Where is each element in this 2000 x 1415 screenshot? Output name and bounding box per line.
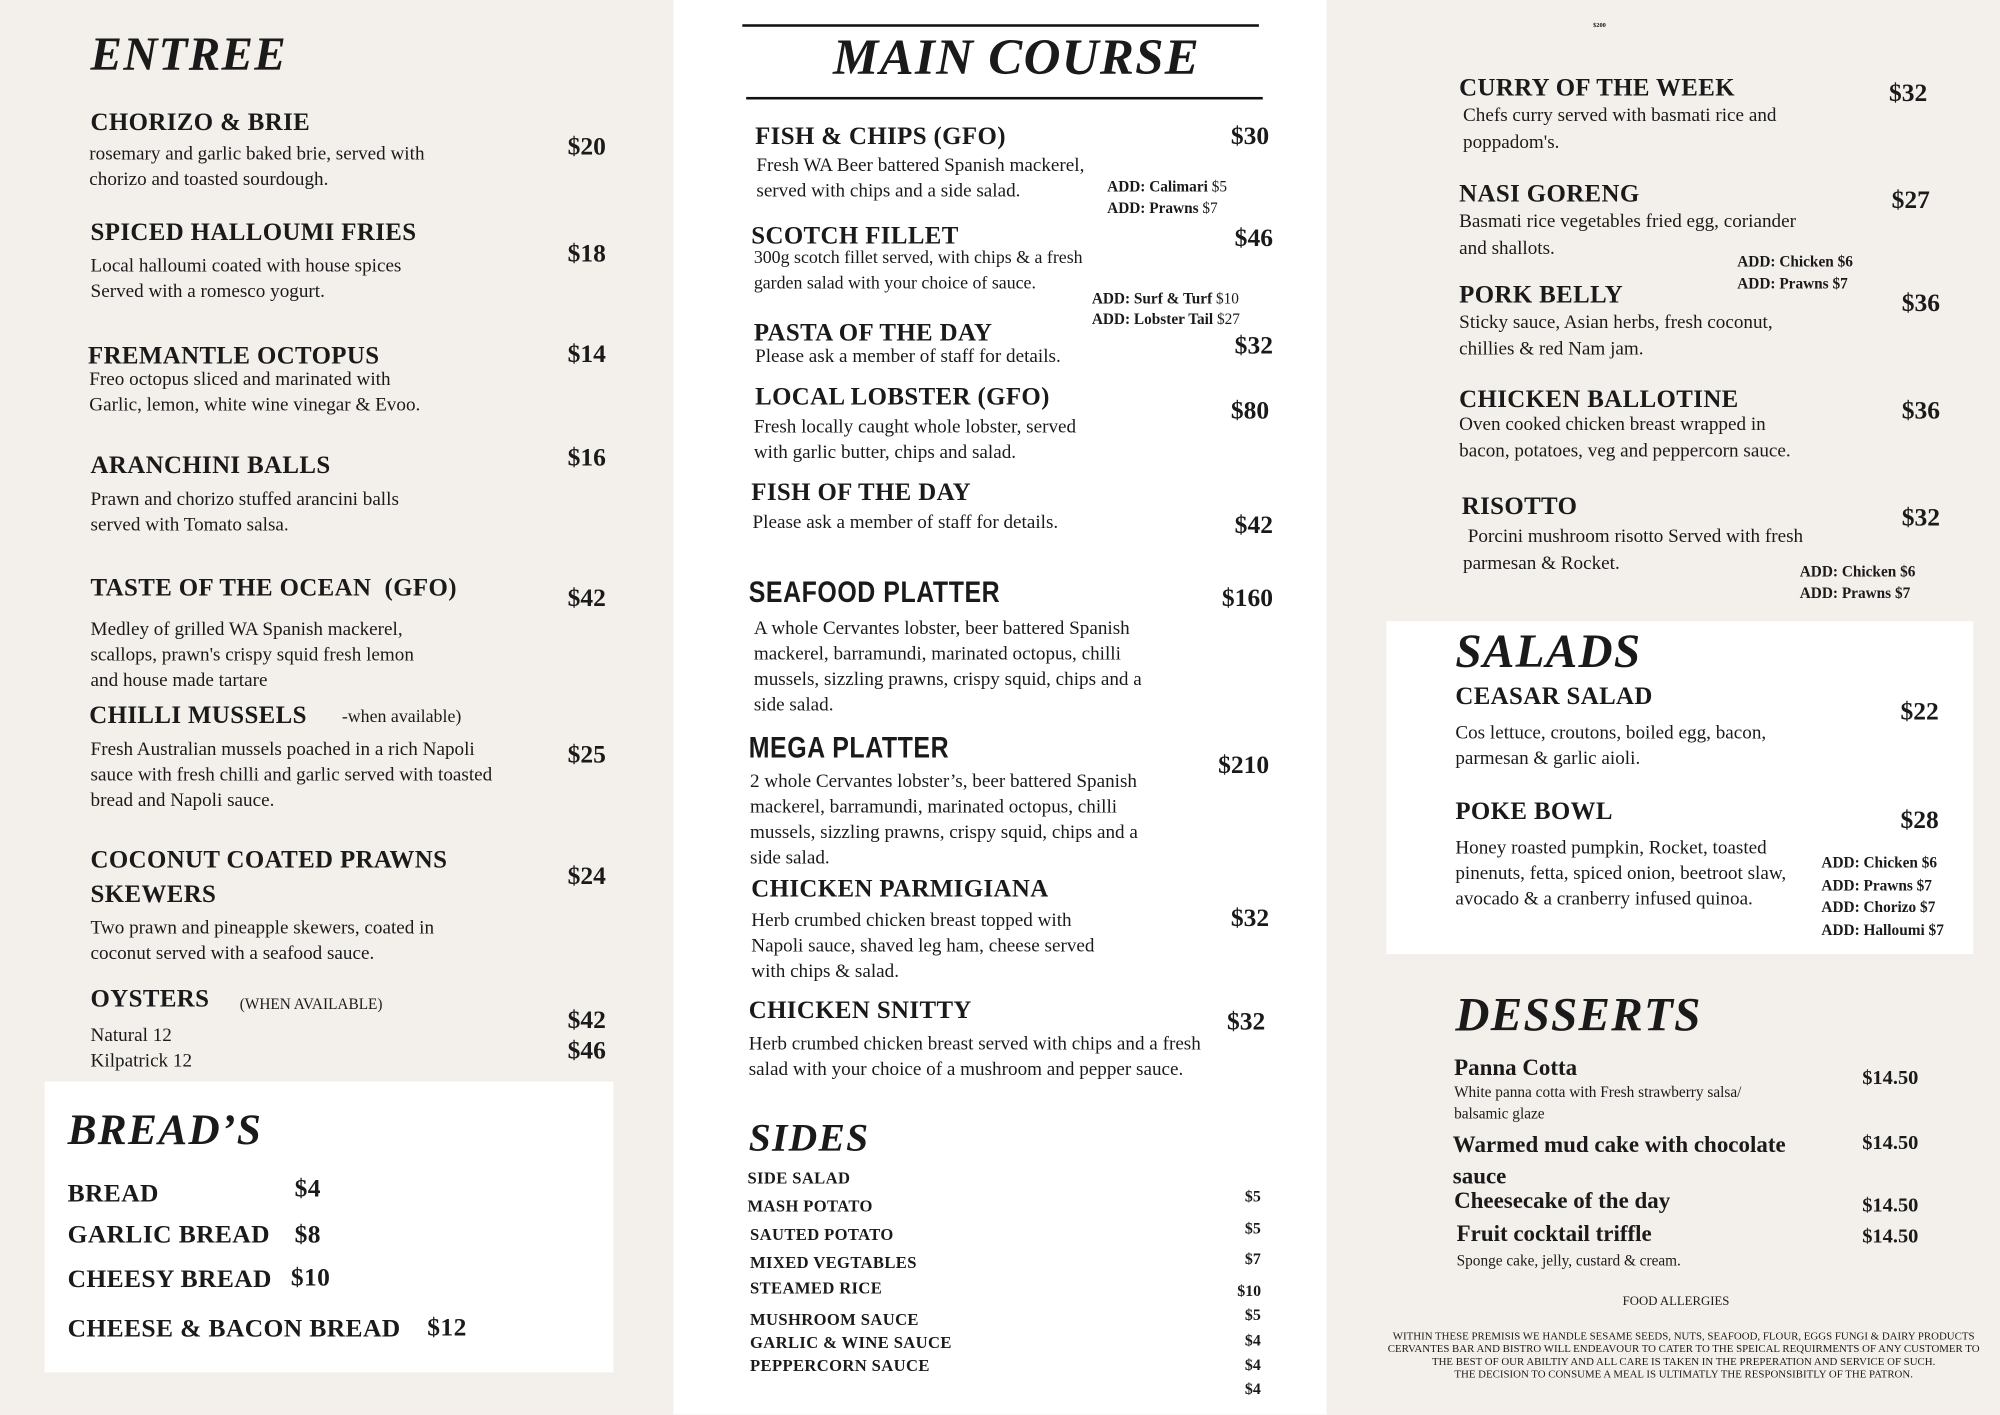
item-desc: Fresh WA Beer battered Spanish mackerel, served with chips and a side salad. (756, 155, 1085, 202)
item-price: $32 (1889, 79, 1928, 108)
item-name: SCOTCH FILLET (751, 223, 959, 250)
option-price: $46 (567, 1036, 606, 1066)
side-name: GARLIC & WINE SAUCE (749, 1332, 952, 1353)
item-desc: Fresh Australian mussels poached in a rich Napoli sauce with fresh chilli and garlic served with toasted bread and Napoli sauce. (90, 739, 493, 812)
side-price: $4 (1244, 1331, 1261, 1350)
item-price: $30 (1230, 122, 1270, 151)
item-price: $22 (1900, 697, 1939, 726)
item-desc: 300g scotch fillet served, with chips & a fresh garden salad with your choice of sauce. (753, 248, 1083, 294)
addon-price: $7 (1916, 876, 1932, 895)
dessert-name: Fruit cocktail triffle (1456, 1220, 1652, 1247)
addon-price: $7 (1894, 584, 1911, 603)
side-name: MUSHROOM SAUCE (749, 1309, 919, 1330)
item-price: $16 (567, 443, 606, 472)
addon-label: ADD: Surf & Turf (1091, 289, 1213, 308)
addon-price: $7 (1832, 274, 1848, 293)
item-price: $27 (1891, 186, 1930, 215)
dessert-name: Panna Cotta (1454, 1054, 1578, 1081)
item-desc: Please ask a member of staff for details. (755, 346, 1061, 368)
item-desc: Medley of grilled WA Spanish mackerel, scallops, prawn's crispy squid fresh lemon and house made tartare (90, 619, 414, 692)
divider (746, 97, 1263, 99)
addon-price: $7 (1202, 198, 1218, 217)
item-note: -when available) (341, 707, 462, 728)
item-name: ARANCHINI BALLS (90, 452, 331, 480)
item-name: PORK BELLY (1459, 281, 1624, 309)
item-name: FISH & CHIPS (GFO) (755, 123, 1006, 151)
dessert-name: Cheesecake of the day (1454, 1187, 1671, 1214)
item-name: SPICED HALLOUMI FRIES (90, 219, 417, 247)
side-name: MASH POTATO (747, 1196, 873, 1216)
addon-price: $10 (1215, 289, 1239, 308)
option-label: Kilpatrick 12 (90, 1051, 193, 1072)
addon-label: ADD: Calimari (1107, 177, 1208, 196)
item-name: COCONUT COATED PRAWNS SKEWERS (90, 846, 448, 909)
item-desc: Two prawn and pineapple skewers, coated in coconut served with a seafood sauce. (90, 918, 435, 965)
item-price: $28 (1900, 806, 1939, 835)
item-price: $36 (1901, 289, 1941, 318)
item-name: RISOTTO (1461, 493, 1578, 521)
item-desc: Cos lettuce, croutons, boiled egg, bacon, parmesan & garlic aioli. (1455, 723, 1767, 770)
side-price: $10 (1237, 1281, 1262, 1300)
addon-label: ADD: Prawns (1799, 584, 1892, 603)
dessert-price: $14.50 (1862, 1225, 1919, 1248)
addon-price: $6 (1837, 252, 1853, 271)
addon-label: ADD: Prawns (1737, 274, 1829, 293)
allergies-notice: WITHIN THESE PREMISIS WE HANDLE SESAME SEEDS, NUTS, SEAFOOD, FLOUR, EGGS FUNGI & DAIRY PRODUCTS CERVANTES BAR AND BISTRO WILL ENDEAVOUR TO CATER TO THE SPEICAL REQUIRMENTS OF ANY CUSTOMER TO THE BEST OF OUR ABILTIY AND ALL CARE IS TAKEN IN THE PREPERATION AND SERVICE OF SUCH. THE DECISION TO CONSUME A MEAL IS ULTIMATLY THE RESPONSIBITLY OF THE PATRON. (1387, 1329, 1980, 1381)
item-price: $32 (1227, 1007, 1266, 1036)
item-price: $160 (1221, 584, 1273, 613)
addon-price: $5 (1211, 177, 1228, 196)
item-name: OYSTERS (90, 985, 210, 1013)
item-price: $32 (1230, 904, 1270, 933)
item-desc: rosemary and garlic baked brie, served with chorizo and toasted sourdough. (89, 144, 425, 191)
dessert-price: $14.50 (1862, 1067, 1919, 1090)
addon-label: ADD: Chicken (1799, 562, 1897, 581)
option-price: $42 (567, 1006, 606, 1035)
addon-label: ADD: Chicken (1821, 853, 1918, 872)
item-price: $42 (567, 584, 606, 613)
dessert-name: Warmed mud cake with chocolate sauce (1452, 1131, 1786, 1189)
bread-name: GARLIC BREAD (67, 1220, 270, 1249)
item-price: $46 (1234, 224, 1273, 253)
addon-price: $7 (1920, 897, 1936, 916)
item-desc: Herb crumbed chicken breast served with chips and a fresh salad with your choice of a mushroom and pepper sauce. (748, 1034, 1201, 1081)
item-desc: Freo octopus sliced and marinated with Garlic, lemon, white wine vinegar & Evoo. (89, 369, 421, 416)
bread-price: $4 (294, 1174, 321, 1203)
dessert-desc: White panna cotta with Fresh strawberry salsa/ balsamic glaze (1454, 1082, 1742, 1123)
addon-price: $7 (1928, 920, 1944, 939)
dessert-price: $14.50 (1862, 1132, 1919, 1155)
sides-heading: SIDES (748, 1114, 870, 1160)
item-desc: A whole Cervantes lobster, beer battered Spanish mackerel, barramundi, marinated octopus, chilli mussels, sizzling prawns, crispy squid, chips and a side salad. (753, 618, 1142, 716)
addon-label: ADD: Prawns (1107, 198, 1199, 217)
addon-label: ADD: Halloumi (1821, 920, 1925, 939)
allergies-heading: FOOD ALLERGIES (1622, 1294, 1730, 1309)
item-name: FREMANTLE OCTOPUS (88, 343, 380, 370)
item-desc: Porcini mushroom risotto Served with fresh parmesan & Rocket. (1462, 526, 1804, 574)
item-name: CHORIZO & BRIE (90, 109, 311, 137)
item-desc: Herb crumbed chicken breast topped with Napoli sauce, shaved leg ham, cheese served with chips & salad. (751, 910, 1095, 983)
item-name: NASI GORENG (1459, 181, 1640, 208)
side-name: PEPPERCORN SAUCE (749, 1355, 930, 1375)
item-desc: Local halloumi coated with house spices Served with a romesco yogurt. (90, 256, 402, 303)
item-price: $32 (1901, 503, 1941, 532)
item-name: CURRY OF THE WEEK (1459, 75, 1735, 103)
item-desc: Sticky sauce, Asian herbs, fresh coconut, chillies & red Nam jam. (1459, 312, 1773, 360)
item-name: CHICKEN SNITTY (748, 997, 972, 1025)
bread-name: CHEESE & BACON BREAD (67, 1315, 401, 1344)
item-name: LOCAL LOBSTER (GFO) (755, 383, 1050, 411)
addon-label: ADD: Chorizo (1821, 897, 1917, 916)
salads-heading: SALADS (1455, 626, 1642, 679)
item-desc: Honey roasted pumpkin, Rocket, toasted pinenuts, fetta, spiced onion, beetroot slaw, avocado & a cranberry infused quinoa. (1455, 838, 1787, 910)
item-name: SEAFOOD PLATTER (748, 575, 1001, 609)
addon-label: ADD: Chicken (1737, 252, 1834, 271)
item-name: TASTE OF THE OCEAN (GFO) (90, 575, 457, 603)
bread-name: CHEESY BREAD (67, 1265, 272, 1294)
dessert-desc: Sponge cake, jelly, custard & cream. (1456, 1251, 1681, 1270)
item-note: (WHEN AVAILABLE) (239, 994, 383, 1013)
entree-heading: ENTREE (90, 29, 288, 82)
item-price: $18 (567, 239, 606, 268)
item-desc: Please ask a member of staff for details. (752, 512, 1059, 534)
addon-price: $6 (1900, 562, 1916, 581)
side-name: MIXED VEGTABLES (749, 1252, 917, 1272)
addon-price: $6 (1921, 853, 1938, 872)
item-desc: 2 whole Cervantes lobster’s, beer battered Spanish mackerel, barramundi, marinated octopus, chilli mussels, sizzling prawns, crispy squid, chips and a side salad. (749, 771, 1138, 869)
dessert-price: $14.50 (1862, 1195, 1919, 1217)
item-price: $80 (1230, 396, 1270, 425)
item-price: $24 (567, 862, 606, 891)
item-desc: Oven cooked chicken breast wrapped in bacon, potatoes, veg and peppercorn sauce. (1459, 414, 1791, 462)
side-price: $5 (1244, 1219, 1261, 1238)
side-price: $4 (1244, 1355, 1261, 1374)
item-price: $210 (1218, 751, 1270, 780)
bread-price: $8 (294, 1220, 321, 1249)
bread-name: BREAD (67, 1179, 159, 1208)
item-desc: Chefs curry served with basmati rice and poppadom's. (1462, 105, 1777, 154)
item-price: $42 (1234, 511, 1273, 540)
item-price: $20 (567, 132, 606, 161)
bread-price: $10 (290, 1264, 331, 1293)
side-price: $4 (1244, 1380, 1261, 1398)
item-name: POKE BOWL (1455, 798, 1613, 826)
item-name: CHILLI MUSSELS (89, 702, 307, 730)
item-price: $36 (1901, 396, 1941, 425)
main-course-heading: MAIN COURSE (833, 28, 1201, 86)
item-price: $14 (567, 340, 606, 369)
bread-price: $12 (427, 1313, 467, 1342)
side-name: STEAMED RICE (749, 1278, 883, 1298)
side-name: SIDE SALAD (747, 1168, 851, 1188)
corner-price: $200 (1593, 22, 1606, 30)
side-price: $5 (1244, 1187, 1261, 1206)
item-name: CEASAR SALAD (1455, 683, 1653, 711)
item-name: MEGA PLATTER (748, 730, 950, 765)
addon-price: $27 (1217, 309, 1240, 328)
item-desc: Fresh locally caught whole lobster, served with garlic butter, chips and salad. (753, 417, 1077, 464)
side-name: SAUTED POTATO (749, 1224, 894, 1244)
side-price: $5 (1244, 1306, 1261, 1324)
item-name: CHICKEN BALLOTINE (1459, 386, 1739, 414)
addon-label: ADD: Prawns (1821, 876, 1913, 895)
option-label: Natural 12 (90, 1025, 172, 1046)
item-desc: Prawn and chorizo stuffed arancini balls served with Tomato salsa. (90, 489, 399, 536)
addon-label: ADD: Lobster Tail (1091, 309, 1214, 328)
item-name: FISH OF THE DAY (751, 479, 972, 507)
item-name: CHICKEN PARMIGIANA (751, 876, 1049, 904)
item-name: PASTA OF THE DAY (753, 320, 993, 347)
item-price: $25 (567, 741, 606, 770)
breads-heading: BREAD’S (67, 1107, 263, 1155)
desserts-heading: DESSERTS (1455, 989, 1702, 1043)
item-desc: Basmati rice vegetables fried egg, coriander and shallots. (1459, 211, 1796, 259)
side-price: $7 (1244, 1249, 1261, 1268)
item-price: $32 (1234, 331, 1273, 360)
